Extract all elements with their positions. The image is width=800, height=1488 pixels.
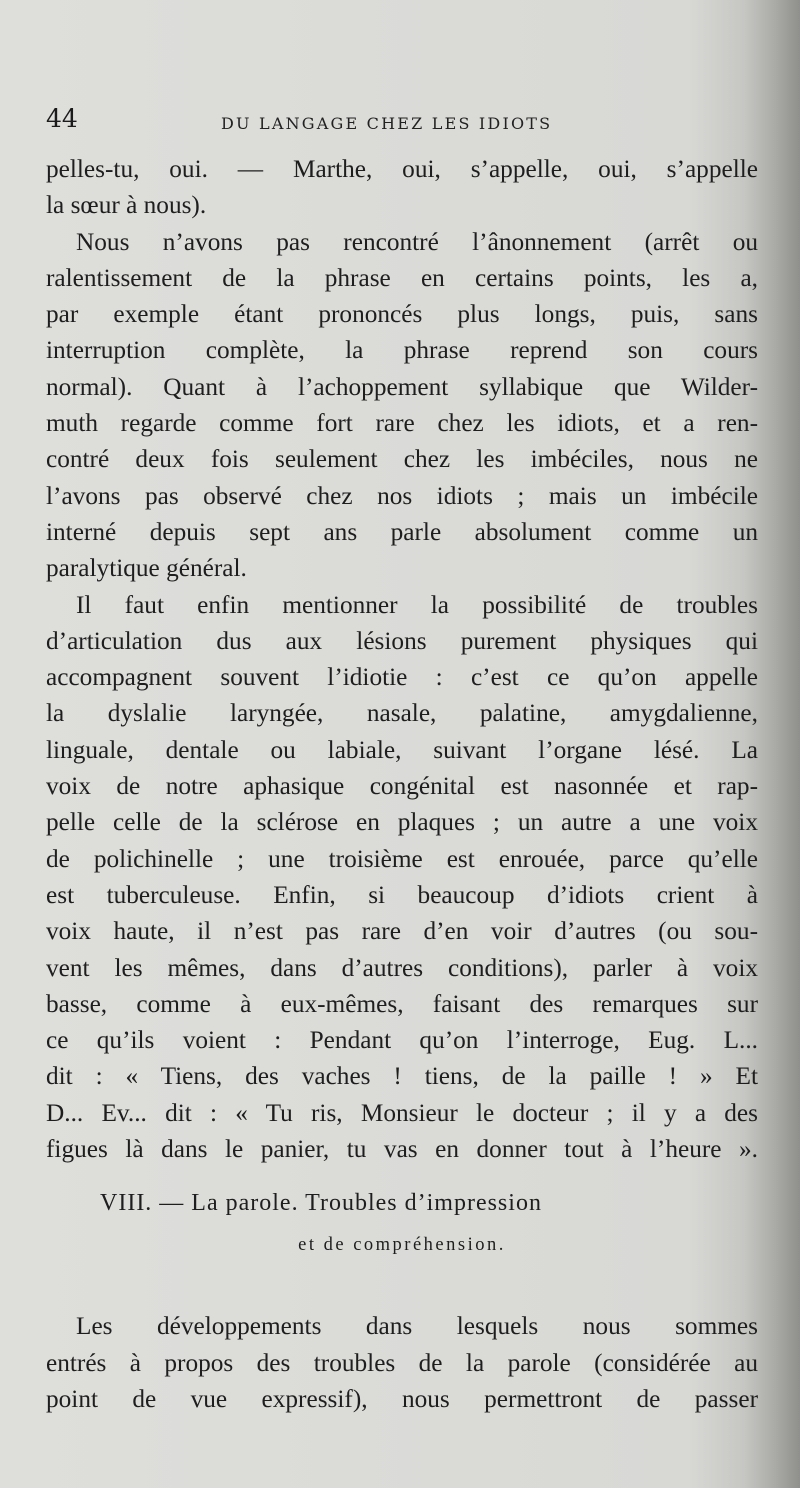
text-line: la sœur à nous). — [46, 191, 207, 220]
page-header — [46, 104, 758, 144]
text-line: interné depuis sept ans parle absolument comme un — [46, 517, 758, 546]
text-line: entrés à propos des troubles de la parole (considérée au — [46, 1348, 758, 1377]
text-line: paralytique général. — [46, 554, 247, 583]
text-line: d’articulation dus aux lésions purement physiques qui — [46, 626, 758, 655]
section-spacer — [46, 1271, 758, 1308]
text-line: dit : « Tiens, des vaches ! tiens, de la paille ! » Et — [46, 1062, 758, 1091]
body-text — [46, 151, 758, 1417]
text-line: point de vue expressif), nous permettront de passer — [46, 1384, 758, 1413]
text-line: interruption complète, la phrase reprend son cours — [46, 336, 758, 365]
section-heading: VIII. — La parole. Troubles d’impression — [100, 1190, 542, 1217]
text-line: pelle celle de la sclérose en plaques ; un autre a une voix — [46, 808, 758, 837]
text-line: linguale, dentale ou labiale, suivant l’organe lésé. La — [46, 735, 758, 764]
page-number: 44 — [46, 104, 78, 133]
text-line: contré deux fois seulement chez les imbéciles, nous ne — [46, 445, 758, 474]
text-line: de polichinelle ; une troisième est enrouée, parce qu’elle — [46, 844, 758, 873]
section-heading-continuation: et de compréhension. — [298, 1235, 506, 1256]
text-line: la dyslalie laryngée, nasale, palatine, amygdalienne, — [46, 699, 758, 728]
text-line: voix de notre aphasique congénital est nasonnée et rap- — [46, 772, 758, 801]
text-line: ralentissement de la phrase en certains points, les a, — [46, 263, 758, 292]
text-line: basse, comme à eux-mêmes, faisant des remarques sur — [46, 989, 758, 1018]
text-line: muth regarde comme fort rare chez les idiots, et a ren- — [46, 409, 758, 438]
text-line: pelles-tu, oui. — Marthe, oui, s’appelle, oui, s’appelle — [46, 155, 758, 183]
text-line: ce qu’ils voient : Pendant qu’on l’interroge, Eug. L... — [46, 1026, 758, 1055]
text-line: l’avons pas observé chez nos idiots ; mais un imbécile — [46, 481, 758, 510]
text-line: figues là dans le panier, tu vas en donner tout à l’heure ». — [46, 1135, 758, 1164]
text-line: par exemple étant prononcés plus longs, puis, sans — [46, 300, 758, 329]
text-line: est tuberculeuse. Enfin, si beaucoup d’idiots crient à — [46, 880, 758, 909]
text-line: Les développements dans lesquels nous sommes — [76, 1312, 758, 1341]
text-line: D... Ev... dit : « Tu ris, Monsieur le docteur ; il y a des — [46, 1098, 758, 1127]
text-line: voix haute, il n’est pas rare d’en voir d’autres (ou sou- — [46, 917, 758, 946]
text-line: Nous n’avons pas rencontré l’ânonnement (arrêt ou — [76, 227, 758, 256]
text-line: accompagnent souvent l’idiotie : c’est ce qu’on appelle — [46, 663, 758, 692]
text-line: vent les mêmes, dans d’autres conditions), parler à voix — [46, 953, 758, 982]
text-line: normal). Quant à l’achoppement syllabique que Wilder- — [46, 372, 758, 401]
text-line: Il faut enfin mentionner la possibilité de troubles — [76, 590, 758, 619]
running-head: DU LANGAGE CHEZ LES IDIOTS — [221, 114, 553, 133]
